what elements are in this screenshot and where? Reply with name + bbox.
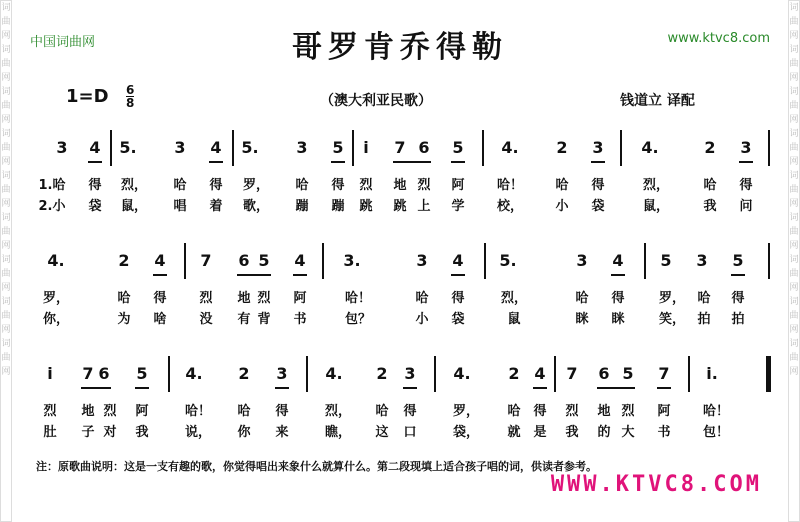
left-watermark-strip: 词曲网词曲网词曲网词曲网词曲网词曲网词曲网词曲网词曲网 bbox=[0, 0, 12, 522]
lyric: 烈 bbox=[417, 178, 431, 193]
lyric: 哈！ bbox=[496, 178, 524, 193]
eighth-underline bbox=[293, 274, 307, 276]
lyric: 你， bbox=[42, 312, 70, 327]
lyric: 学 bbox=[451, 199, 465, 214]
note: 5. bbox=[119, 138, 137, 157]
lyric: 子 bbox=[81, 425, 95, 440]
lyric: 烈 bbox=[257, 291, 271, 306]
lyric: 1.哈 bbox=[38, 178, 66, 193]
lyric: 大 bbox=[621, 425, 635, 440]
lyric: 跳 bbox=[393, 199, 407, 214]
lyric: 哈 bbox=[703, 178, 717, 193]
note: 5. bbox=[241, 138, 259, 157]
note: i. bbox=[706, 364, 718, 383]
site-watermark: WWW.KTVC8.COM bbox=[550, 472, 762, 497]
lyric: 地 bbox=[237, 291, 251, 306]
note: 6 bbox=[418, 138, 430, 157]
barline bbox=[768, 130, 770, 166]
note: 7 bbox=[394, 138, 406, 157]
lyric: 没 bbox=[199, 312, 213, 327]
note: 3 bbox=[740, 138, 752, 157]
note: 3 bbox=[174, 138, 186, 157]
lyric: 我 bbox=[703, 199, 717, 214]
eighth-underline bbox=[451, 161, 465, 163]
barline bbox=[322, 243, 324, 279]
note: 3 bbox=[592, 138, 604, 157]
arranger-credit: 钱道立 译配 bbox=[620, 93, 695, 109]
lyric: 罗， bbox=[658, 291, 686, 306]
lyric: 哈！ bbox=[702, 404, 730, 419]
note: 5 bbox=[332, 138, 344, 157]
lyric: 烈 bbox=[103, 404, 117, 419]
lyric: 鼠 bbox=[507, 312, 521, 327]
lyric: 得 bbox=[591, 178, 605, 193]
lyric: 袋 bbox=[591, 199, 605, 214]
lyric: 这 bbox=[375, 425, 389, 440]
lyrics-verse-2 bbox=[0, 421, 800, 439]
lyric: 阿 bbox=[135, 404, 149, 419]
lyric: 得 bbox=[153, 291, 167, 306]
note: 3 bbox=[276, 364, 288, 383]
lyric: 烈 bbox=[621, 404, 635, 419]
note: 3 bbox=[576, 251, 588, 270]
note: 5 bbox=[258, 251, 270, 270]
lyric: 你 bbox=[237, 425, 251, 440]
lyric: 哈！ bbox=[184, 404, 212, 419]
lyric: 问 bbox=[739, 199, 753, 214]
notes-row bbox=[0, 130, 800, 160]
lyric: 对 bbox=[103, 425, 117, 440]
barline bbox=[620, 130, 622, 166]
eighth-underline bbox=[403, 387, 417, 389]
note: 5 bbox=[732, 251, 744, 270]
lyric: 得 bbox=[533, 404, 547, 419]
lyric: 哈 bbox=[173, 178, 187, 193]
lyric: 歌， bbox=[242, 199, 270, 214]
barline bbox=[644, 243, 646, 279]
note: 6 bbox=[598, 364, 610, 383]
eighth-underline bbox=[393, 161, 431, 163]
note: 3 bbox=[696, 251, 708, 270]
meter-numerator: 6 bbox=[126, 83, 135, 97]
lyric: 上 bbox=[417, 199, 431, 214]
lyric: 跳 bbox=[359, 199, 373, 214]
eighth-underline bbox=[209, 161, 223, 163]
barline bbox=[184, 243, 186, 279]
note: 7 bbox=[658, 364, 670, 383]
note: 3. bbox=[343, 251, 361, 270]
lyric: 罗， bbox=[452, 404, 480, 419]
eighth-underline bbox=[731, 274, 745, 276]
lyrics-verse-1 bbox=[0, 174, 800, 192]
note: 7 bbox=[566, 364, 578, 383]
note: 4 bbox=[210, 138, 222, 157]
lyrics-verse-1 bbox=[0, 400, 800, 418]
lyric: 哈 bbox=[117, 291, 131, 306]
note: 4 bbox=[452, 251, 464, 270]
note: 4 bbox=[534, 364, 546, 383]
lyric: 为 bbox=[117, 312, 131, 327]
note: 7 bbox=[82, 364, 94, 383]
lyric: 唱 bbox=[173, 199, 187, 214]
lyric: 啥 bbox=[153, 312, 167, 327]
note: 5 bbox=[622, 364, 634, 383]
song-title: 哥罗肯乔得勒 bbox=[292, 30, 508, 65]
eighth-underline bbox=[331, 161, 345, 163]
eighth-underline bbox=[597, 387, 635, 389]
lyric: 阿 bbox=[451, 178, 465, 193]
note: 4 bbox=[154, 251, 166, 270]
right-watermark-strip: 词曲网词曲网词曲网词曲网词曲网词曲网词曲网词曲网词曲网 bbox=[788, 0, 800, 522]
note: 4. bbox=[641, 138, 659, 157]
note: 2 bbox=[508, 364, 520, 383]
lyric: 的 bbox=[597, 425, 611, 440]
lyric: 哈 bbox=[575, 291, 589, 306]
lyric: 得 bbox=[209, 178, 223, 193]
eighth-underline bbox=[657, 387, 671, 389]
lyric: 我 bbox=[135, 425, 149, 440]
key-signature: 1=D bbox=[66, 86, 109, 107]
note: 5. bbox=[499, 251, 517, 270]
lyric: 得 bbox=[275, 404, 289, 419]
barline bbox=[168, 356, 170, 392]
lyrics-verse-2 bbox=[0, 308, 800, 326]
lyric: 袋， bbox=[452, 425, 480, 440]
lyric: 阿 bbox=[293, 291, 307, 306]
lyric: 地 bbox=[597, 404, 611, 419]
note: 4. bbox=[47, 251, 65, 270]
barline bbox=[482, 130, 484, 166]
song-origin: （澳大利亚民歌） bbox=[320, 93, 432, 109]
lyric: 小 bbox=[555, 199, 569, 214]
barline bbox=[232, 130, 234, 166]
lyric: 口 bbox=[403, 425, 417, 440]
lyric: 说， bbox=[184, 425, 212, 440]
barline bbox=[484, 243, 486, 279]
eighth-underline bbox=[135, 387, 149, 389]
lyrics-verse-2 bbox=[0, 195, 800, 213]
note: 3 bbox=[296, 138, 308, 157]
lyric: 是 bbox=[533, 425, 547, 440]
lyric: 书 bbox=[293, 312, 307, 327]
lyric: 拍 bbox=[697, 312, 711, 327]
lyric: 得 bbox=[403, 404, 417, 419]
lyric: 得 bbox=[739, 178, 753, 193]
footnote: 注：原歌曲说明：这是一支有趣的歌，你觉得唱出来象什么就算什么。第二段现填上适合孩子唱的词，供读者参考。 bbox=[36, 460, 597, 473]
lyric: 有 bbox=[237, 312, 251, 327]
note: 6 bbox=[98, 364, 110, 383]
meter-denominator: 8 bbox=[126, 96, 135, 110]
lyric: 小 bbox=[415, 312, 429, 327]
lyric: 包？ bbox=[344, 312, 372, 327]
lyric: 笑， bbox=[658, 312, 686, 327]
lyric: 烈， bbox=[120, 178, 148, 193]
eighth-underline bbox=[237, 274, 271, 276]
lyric: 包！ bbox=[702, 425, 730, 440]
note: 3 bbox=[56, 138, 68, 157]
eighth-underline bbox=[451, 274, 465, 276]
eighth-underline bbox=[533, 387, 547, 389]
note: 4. bbox=[185, 364, 203, 383]
lyric: 肚 bbox=[43, 425, 57, 440]
lyric: 书 bbox=[657, 425, 671, 440]
lyric: 哈！ bbox=[344, 291, 372, 306]
note: 7 bbox=[200, 251, 212, 270]
lyric: 烈 bbox=[565, 404, 579, 419]
lyric: 罗， bbox=[42, 291, 70, 306]
site-name-label: 中国词曲网 bbox=[30, 35, 96, 50]
lyric: 地 bbox=[393, 178, 407, 193]
lyric: 2.小 bbox=[38, 199, 66, 214]
lyric: 烈 bbox=[199, 291, 213, 306]
lyric: 鼠， bbox=[120, 199, 148, 214]
note: 2 bbox=[704, 138, 716, 157]
note: 4. bbox=[325, 364, 343, 383]
note: 5 bbox=[452, 138, 464, 157]
lyric: 烈 bbox=[359, 178, 373, 193]
lyric: 烈， bbox=[324, 404, 352, 419]
lyric: 哈 bbox=[697, 291, 711, 306]
lyric: 眯 bbox=[575, 312, 589, 327]
barline bbox=[554, 356, 556, 392]
note: 2 bbox=[118, 251, 130, 270]
lyric: 得 bbox=[611, 291, 625, 306]
lyric: 就 bbox=[507, 425, 521, 440]
note: 3 bbox=[404, 364, 416, 383]
final-barline bbox=[766, 356, 771, 392]
note: 5 bbox=[136, 364, 148, 383]
eighth-underline bbox=[739, 161, 753, 163]
lyric: 得 bbox=[731, 291, 745, 306]
lyric: 袋 bbox=[88, 199, 102, 214]
note: 4. bbox=[453, 364, 471, 383]
lyric: 蹦 bbox=[331, 199, 345, 214]
lyric: 得 bbox=[331, 178, 345, 193]
lyric: 地 bbox=[81, 404, 95, 419]
barline bbox=[434, 356, 436, 392]
lyric: 哈 bbox=[237, 404, 251, 419]
lyric: 得 bbox=[88, 178, 102, 193]
lyrics-verse-1 bbox=[0, 287, 800, 305]
eighth-underline bbox=[153, 274, 167, 276]
eighth-underline bbox=[81, 387, 111, 389]
site-url-label: www.ktvc8.com bbox=[667, 31, 770, 46]
lyric: 得 bbox=[451, 291, 465, 306]
note: 5 bbox=[660, 251, 672, 270]
note: 2 bbox=[376, 364, 388, 383]
lyric: 我 bbox=[565, 425, 579, 440]
note: 2 bbox=[238, 364, 250, 383]
notes-row bbox=[0, 356, 800, 386]
lyric: 袋 bbox=[451, 312, 465, 327]
lyric: 烈 bbox=[43, 404, 57, 419]
notes-row bbox=[0, 243, 800, 273]
lyric: 着 bbox=[209, 199, 223, 214]
lyric: 哈 bbox=[555, 178, 569, 193]
lyric: 蹦 bbox=[295, 199, 309, 214]
lyric: 哈 bbox=[295, 178, 309, 193]
barline bbox=[110, 130, 112, 166]
lyric: 罗， bbox=[242, 178, 270, 193]
eighth-underline bbox=[88, 161, 102, 163]
lyric: 眯 bbox=[611, 312, 625, 327]
lyric: 鼠， bbox=[642, 199, 670, 214]
barline bbox=[306, 356, 308, 392]
lyric: 阿 bbox=[657, 404, 671, 419]
note: 4 bbox=[294, 251, 306, 270]
lyric: 来 bbox=[275, 425, 289, 440]
time-signature bbox=[126, 84, 134, 109]
lyric: 瞧， bbox=[324, 425, 352, 440]
lyric: 哈 bbox=[375, 404, 389, 419]
lyric: 拍 bbox=[731, 312, 745, 327]
note: 4. bbox=[501, 138, 519, 157]
note: i bbox=[47, 364, 53, 383]
lyric: 背 bbox=[257, 312, 271, 327]
barline bbox=[688, 356, 690, 392]
eighth-underline bbox=[611, 274, 625, 276]
eighth-underline bbox=[275, 387, 289, 389]
barline bbox=[768, 243, 770, 279]
lyric: 哈 bbox=[507, 404, 521, 419]
note: 2 bbox=[556, 138, 568, 157]
eighth-underline bbox=[591, 161, 605, 163]
lyric: 哈 bbox=[415, 291, 429, 306]
lyric: 烈， bbox=[500, 291, 528, 306]
note: 3 bbox=[416, 251, 428, 270]
lyric: 烈， bbox=[642, 178, 670, 193]
note: i bbox=[363, 138, 369, 157]
barline bbox=[352, 130, 354, 166]
lyric: 校， bbox=[496, 199, 524, 214]
note: 4 bbox=[612, 251, 624, 270]
note: 4 bbox=[89, 138, 101, 157]
note: 6 bbox=[238, 251, 250, 270]
